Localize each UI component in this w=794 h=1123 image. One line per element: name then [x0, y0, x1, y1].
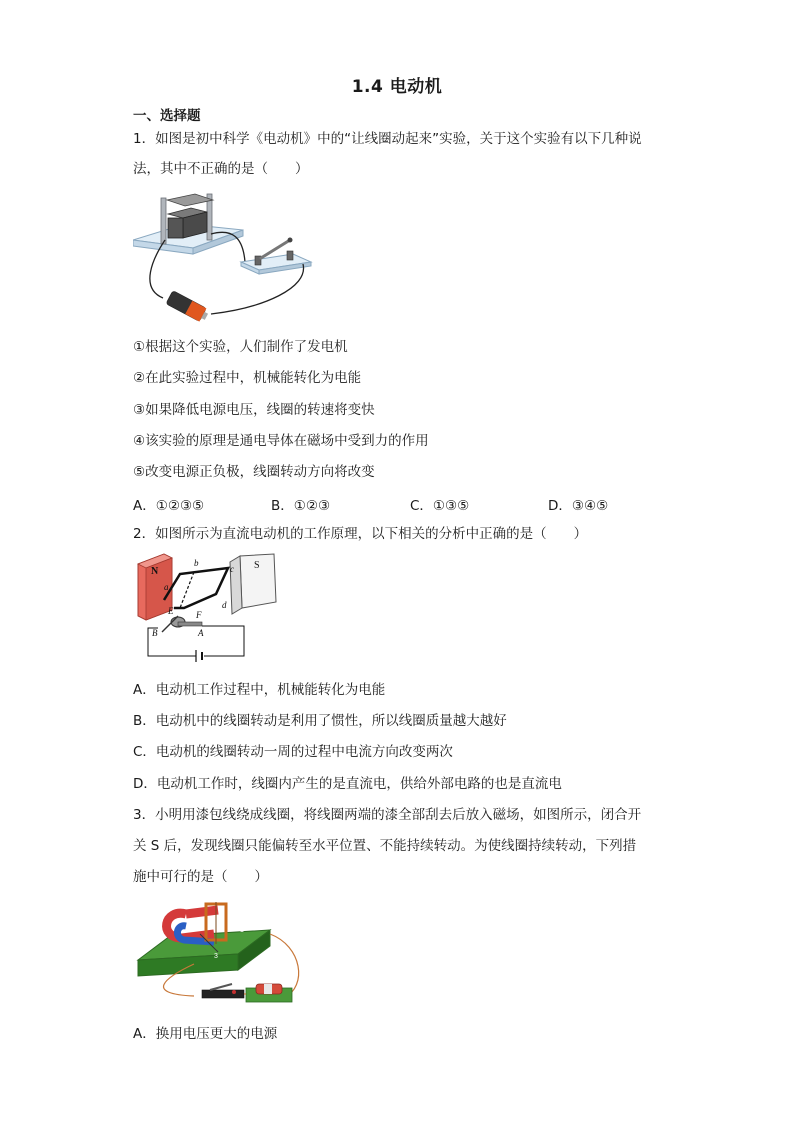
label-e: E — [168, 606, 174, 616]
label-one: 1 — [240, 927, 244, 934]
q2-option-a[interactable]: A．电动机工作过程中，机械能转化为电能 — [133, 682, 386, 698]
q2-stem: 2．如图所示为直流电动机的工作原理，以下相关的分析中正确的是（ ） — [133, 526, 588, 542]
q2-option-b[interactable]: B．电动机中的线圈转动是利用了惯性，所以线圈质量越大越好 — [133, 713, 507, 729]
label-n: N — [151, 566, 159, 577]
q3-stem-line1: 3．小明用漆包线绕成线圈，将线圈两端的漆全部刮去后放入磁场，如图所示，闭合开 — [133, 807, 642, 823]
q1-figure-coil-experiment — [133, 188, 323, 328]
q1-statement-3: ③如果降低电源电压，线圈的转速将变快 — [133, 402, 375, 418]
q1-stem-line2: 法，其中不正确的是（ ） — [133, 161, 309, 177]
label-f: F — [196, 610, 202, 620]
q1-option-b[interactable]: B．①②③ — [271, 498, 331, 514]
q1-option-a[interactable]: A．①②③⑤ — [133, 498, 205, 514]
label-s: S — [254, 560, 260, 571]
q2-option-c[interactable]: C．电动机的线圈转动一周的过程中电流方向改变两次 — [133, 744, 453, 760]
q1-option-d[interactable]: D．③④⑤ — [548, 498, 609, 514]
q1-statement-1: ①根据这个实验，人们制作了发电机 — [133, 339, 348, 355]
q1-statement-4: ④该实验的原理是通电导体在磁场中受到力的作用 — [133, 433, 429, 449]
q1-option-c[interactable]: C．①③⑤ — [410, 498, 470, 514]
q2-figure-dc-motor — [134, 550, 280, 666]
q3-stem-line2: 关 S 后，发现线圈只能偏转至水平位置、不能持续转动。为使线圈持续转动，下列措 — [133, 838, 637, 854]
label-d-lower: d — [222, 600, 227, 610]
q2-option-d[interactable]: D．电动机工作时，线圈内产生的是直流电，供给外部电路的也是直流电 — [133, 776, 562, 792]
q1-stem-line1: 1．如图是初中科学《电动机》中的“让线圈动起来”实验，关于这个实验有以下几种说 — [133, 131, 642, 147]
label-c-lower: c — [230, 564, 234, 574]
label-b-lower: b — [194, 558, 199, 568]
page-title: 1.4 电动机 — [351, 77, 443, 97]
q3-option-a[interactable]: A．换用电压更大的电源 — [133, 1026, 278, 1042]
label-a-lower: a — [164, 582, 169, 592]
q1-statement-2: ②在此实验过程中，机械能转化为电能 — [133, 370, 362, 386]
q3-figure-coil-magnet — [134, 894, 306, 1008]
q3-stem-line3: 施中可行的是（ ） — [133, 869, 268, 885]
label-three: 3 — [214, 953, 218, 960]
section-heading: 一、选择题 — [133, 108, 201, 124]
label-b-upper: B — [152, 628, 158, 638]
q1-statement-5: ⑤改变电源正负极，线圈转动方向将改变 — [133, 464, 375, 480]
label-a-upper: A — [198, 628, 204, 638]
